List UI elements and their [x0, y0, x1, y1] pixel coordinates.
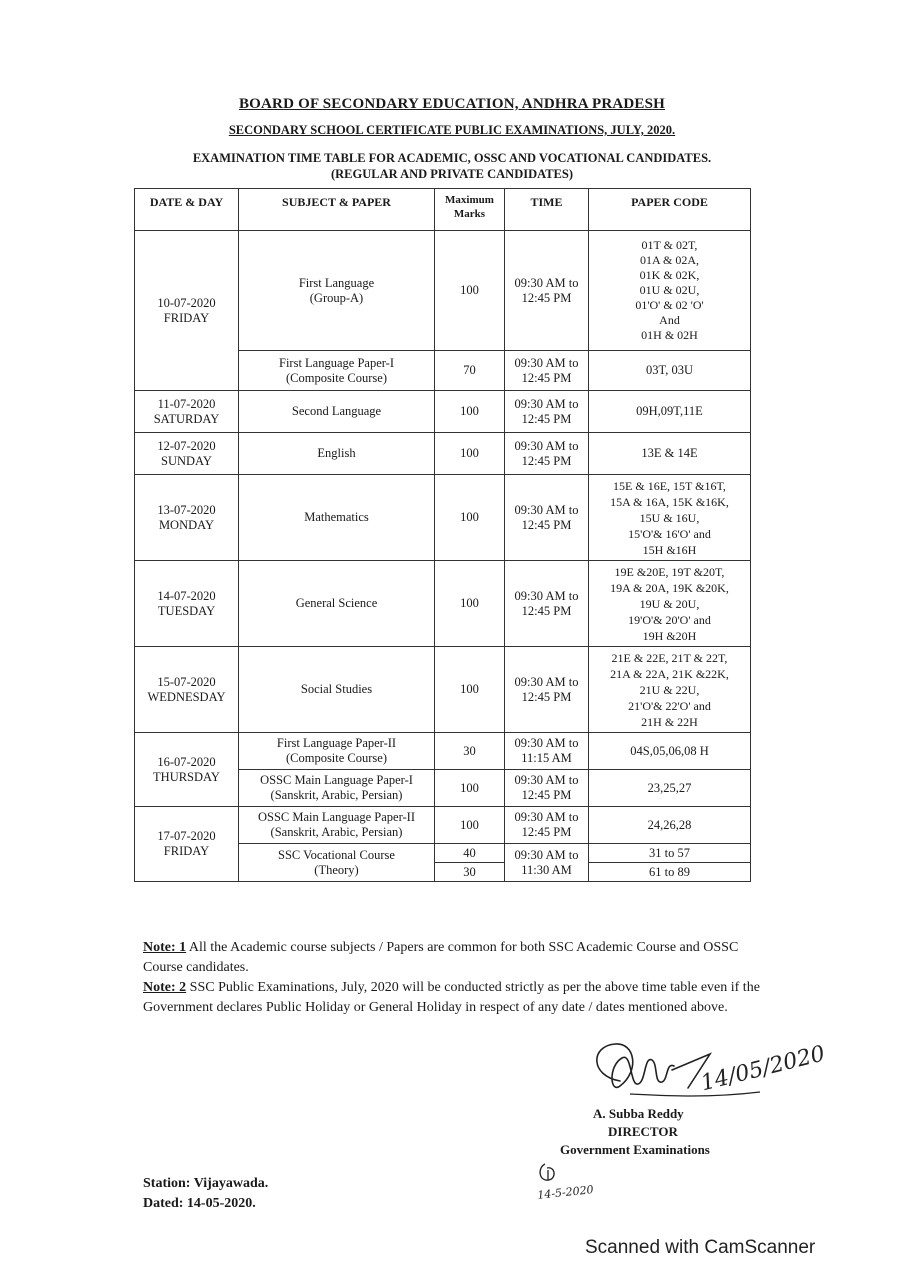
signature-date: 14/05/2020	[698, 1041, 828, 1097]
row-code: 21E & 22E, 21T & 22T, 21A & 22A, 21K &22K, 21U & 22U, 21'O'& 22'O' and 21H & 22H	[589, 647, 751, 733]
row-code: 19E &20E, 19T &20T, 19A & 20A, 19K &20K, 19U & 20U, 19'O'& 20'O' and 19H &20H	[589, 561, 751, 647]
row-subject: Mathematics	[239, 475, 435, 561]
row-code: 15E & 16E, 15T &16T, 15A & 16A, 15K &16K, 15U & 16U, 15'O'& 16'O' and 15H &16H	[589, 475, 751, 561]
notes	[143, 938, 773, 1018]
signatory-name: A. Subba Reddy	[593, 1106, 684, 1121]
row-date: 17-07-2020 FRIDAY	[135, 807, 239, 882]
initials-date: 14-5-2020	[536, 1183, 595, 1202]
row-time: 09:30 AM to 12:45 PM	[505, 391, 589, 433]
row-time: 09:30 AM to 11:30 AM	[505, 844, 589, 882]
row-time: 09:30 AM to 11:15 AM	[505, 733, 589, 770]
row-subject: OSSC Main Language Paper-I (Sanskrit, Arabic, Persian)	[239, 770, 435, 807]
board-title: BOARD OF SECONDARY EDUCATION, ANDHRA PRADESH	[238, 96, 666, 112]
table-row	[135, 433, 751, 475]
row-date: 10-07-2020 FRIDAY	[135, 231, 239, 391]
row-time: 09:30 AM to 12:45 PM	[505, 475, 589, 561]
row-date: 15-07-2020 WEDNESDAY	[135, 647, 239, 733]
row-marks: 30	[435, 733, 505, 770]
note-2	[143, 978, 773, 1018]
row-time: 09:30 AM to 12:45 PM	[505, 647, 589, 733]
row-time: 09:30 AM to 12:45 PM	[505, 231, 589, 351]
row-code: 24,26,28	[589, 807, 751, 844]
signatory-organization: Government Examinations	[560, 1142, 710, 1157]
director-signature	[560, 1026, 828, 1108]
row-marks: 30	[435, 863, 505, 882]
row-subject: Second Language	[239, 391, 435, 433]
row-marks: 100	[435, 475, 505, 561]
camscanner-watermark: Scanned with CamScanner	[585, 1237, 816, 1258]
row-marks: 100	[435, 807, 505, 844]
subtitle-line-1: EXAMINATION TIME TABLE FOR ACADEMIC, OSSC AND VOCATIONAL CANDIDATES.	[192, 151, 712, 165]
header-code: PAPER CODE	[589, 189, 751, 231]
header-date: DATE & DAY	[135, 189, 239, 231]
row-subject: SSC Vocational Course (Theory)	[239, 844, 435, 882]
row-marks: 100	[435, 647, 505, 733]
table-row	[135, 647, 751, 733]
row-time: 09:30 AM to 12:45 PM	[505, 770, 589, 807]
table-header-row	[135, 189, 751, 231]
dated: Dated: 14-05-2020.	[143, 1196, 256, 1211]
exam-title: SECONDARY SCHOOL CERTIFICATE PUBLIC EXAMINATIONS, JULY, 2020.	[228, 123, 676, 137]
row-subject: First Language Paper-I (Composite Course)	[239, 351, 435, 391]
station-block	[143, 1174, 268, 1214]
header-subject: SUBJECT & PAPER	[239, 189, 435, 231]
row-time: 09:30 AM to 12:45 PM	[505, 561, 589, 647]
table-row	[135, 733, 751, 770]
row-code: 31 to 57	[589, 844, 751, 863]
row-date: 12-07-2020 SUNDAY	[135, 433, 239, 475]
note-2-label: Note: 2	[143, 980, 187, 995]
row-marks: 100	[435, 561, 505, 647]
note-2-text: SSC Public Examinations, July, 2020 will be conducted strictly as per the above time table even if the Government declares Public Holiday or General Holiday in respect of any date / dates mentioned above.	[143, 980, 760, 1015]
table-row	[135, 475, 751, 561]
timetable	[134, 188, 751, 882]
initials-mark	[535, 1160, 605, 1200]
row-time: 09:30 AM to 12:45 PM	[505, 807, 589, 844]
row-date: 16-07-2020 THURSDAY	[135, 733, 239, 807]
row-date: 11-07-2020 SATURDAY	[135, 391, 239, 433]
header-marks: Maximum Marks	[435, 189, 505, 231]
row-code: 23,25,27	[589, 770, 751, 807]
subtitle-line-2: (REGULAR AND PRIVATE CANDIDATES)	[330, 167, 574, 181]
row-subject: English	[239, 433, 435, 475]
row-code: 61 to 89	[589, 863, 751, 882]
note-1-text: All the Academic course subjects / Papers are common for both SSC Academic Course and OSSC Course candidates.	[143, 940, 739, 975]
note-1-label: Note: 1	[143, 940, 187, 955]
row-code: 04S,05,06,08 H	[589, 733, 751, 770]
table-row	[135, 561, 751, 647]
row-code: 13E & 14E	[589, 433, 751, 475]
row-subject: First Language (Group-A)	[239, 231, 435, 351]
header-time: TIME	[505, 189, 589, 231]
row-marks: 100	[435, 433, 505, 475]
signatory-title: DIRECTOR	[608, 1124, 678, 1139]
row-date: 14-07-2020 TUESDAY	[135, 561, 239, 647]
row-date: 13-07-2020 MONDAY	[135, 475, 239, 561]
table-row	[135, 807, 751, 844]
table-row	[135, 391, 751, 433]
row-code: 03T, 03U	[589, 351, 751, 391]
timetable-subtitle	[0, 150, 904, 182]
row-code: 01T & 02T, 01A & 02A, 01K & 02K, 01U & 02U, 01'O' & 02 'O' And 01H & 02H	[589, 231, 751, 351]
row-marks: 40	[435, 844, 505, 863]
row-marks: 100	[435, 391, 505, 433]
row-subject: OSSC Main Language Paper-II (Sanskrit, Arabic, Persian)	[239, 807, 435, 844]
row-marks: 100	[435, 231, 505, 351]
station: Station: Vijayawada.	[143, 1176, 269, 1191]
row-marks: 100	[435, 770, 505, 807]
row-time: 09:30 AM to 12:45 PM	[505, 351, 589, 391]
row-subject: First Language Paper-II (Composite Course)	[239, 733, 435, 770]
table-row	[135, 231, 751, 351]
row-subject: General Science	[239, 561, 435, 647]
row-time: 09:30 AM to 12:45 PM	[505, 433, 589, 475]
row-marks: 70	[435, 351, 505, 391]
row-code: 09H,09T,11E	[589, 391, 751, 433]
note-1	[143, 938, 773, 978]
row-subject: Social Studies	[239, 647, 435, 733]
